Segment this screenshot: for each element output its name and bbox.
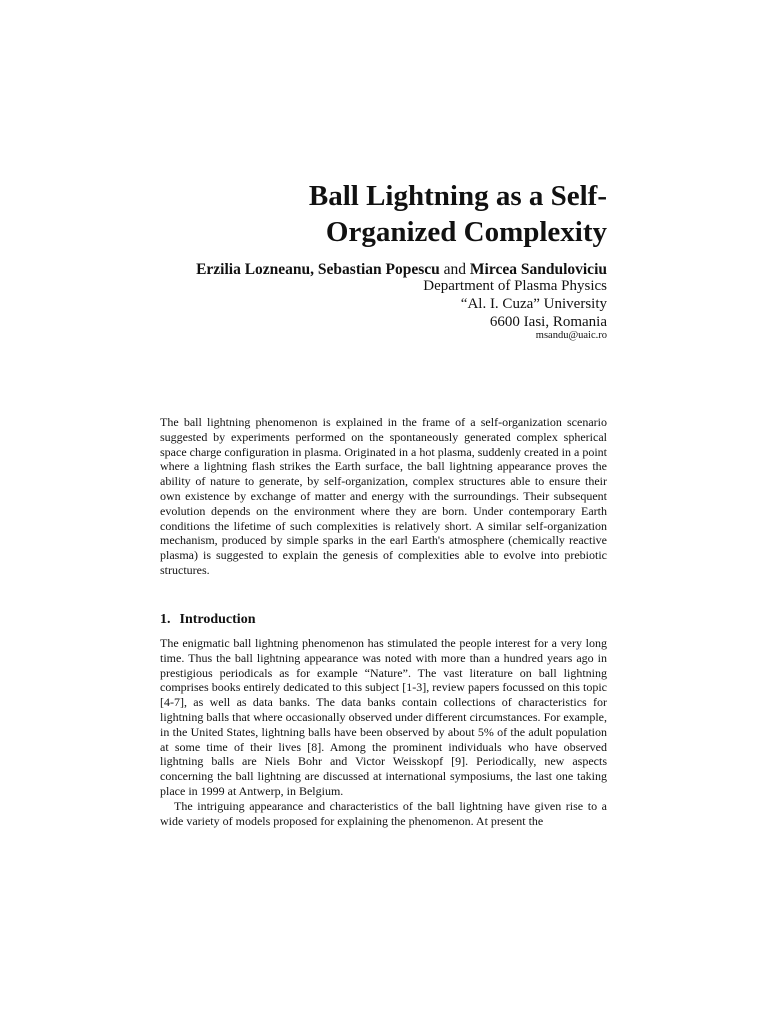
author-names-2: Mircea Sanduloviciu xyxy=(469,261,607,278)
paper-title xyxy=(160,178,607,250)
author-conjunction: and xyxy=(439,261,470,278)
affiliation-university: “Al. I. Cuza” University xyxy=(460,296,607,313)
paper-title-line1: Ball Lightning as a Self- xyxy=(308,180,607,212)
affiliation-city: 6600 Iasi, Romania xyxy=(489,314,607,331)
section-number: 1. xyxy=(160,612,171,627)
introduction-paragraph-1: The enigmatic ball lightning phenomenon has stimulated the people interest for a very long time. Thus the ball lightning appearance was noted with more than a hundred years ago in prestigious periodicals as for example “Nature”. The vast literature on ball lightning comprises books entirely dedicated to this subject [1-3], review papers focussed on this topic [4-7], as well as data banks. The data banks contain collections of characteristics for lightning balls that where occasionally observed under different circumstances. For example, in the United States, lightning balls have been observed by about 5% of the adult population at some time of their lives [8]. Among the prominent individuals who have observed lightning balls are Niels Bohr and Victor Weisskopf [9]. Periodically, new aspects concerning the ball lightning are discussed at international symposiums, the last one taking place in 1999 at Antwerp, in Belgium. xyxy=(160,636,607,798)
section-title: Introduction xyxy=(179,612,256,627)
introduction-paragraph-2: The intriguing appearance and characteristics of the ball lightning have given rise to a wide variety of models proposed for explaining the phenomenon. At present the xyxy=(160,798,607,828)
author-names-1: Erzilia Lozneanu, Sebastian Popescu xyxy=(196,261,440,278)
paper-title-line2: Organized Complexity xyxy=(325,216,607,248)
introduction-body xyxy=(160,636,607,828)
section-heading-introduction xyxy=(160,611,607,629)
contact-email: msandu@uaic.ro xyxy=(535,330,607,341)
abstract-paragraph: The ball lightning phenomenon is explained in the frame of a self-organization scenario suggested by experiments performed on the spontaneously generated complex spherical space charge configuration in plasma. Originated in a hot plasma, suddenly created in a point where a lightning flash strikes the Earth surface, the ball lightning appearance proves the ability of nature to generate, by self-organization, complex structures able to ensure their own existence by exchange of matter and energy with the surroundings. Their subsequent evolution depends on the environment where they are born. Under contemporary Earth conditions the lifetime of such complexities is relatively short. A similar self-organization mechanism, produced by simple sparks in the earl Earth's atmosphere (chemically reactive plasma) is suggested to explain the genesis of complexities able to evolve into prebiotic structures. xyxy=(160,415,607,577)
affiliation-block xyxy=(160,277,607,332)
affiliation-department: Department of Plasma Physics xyxy=(423,278,607,294)
